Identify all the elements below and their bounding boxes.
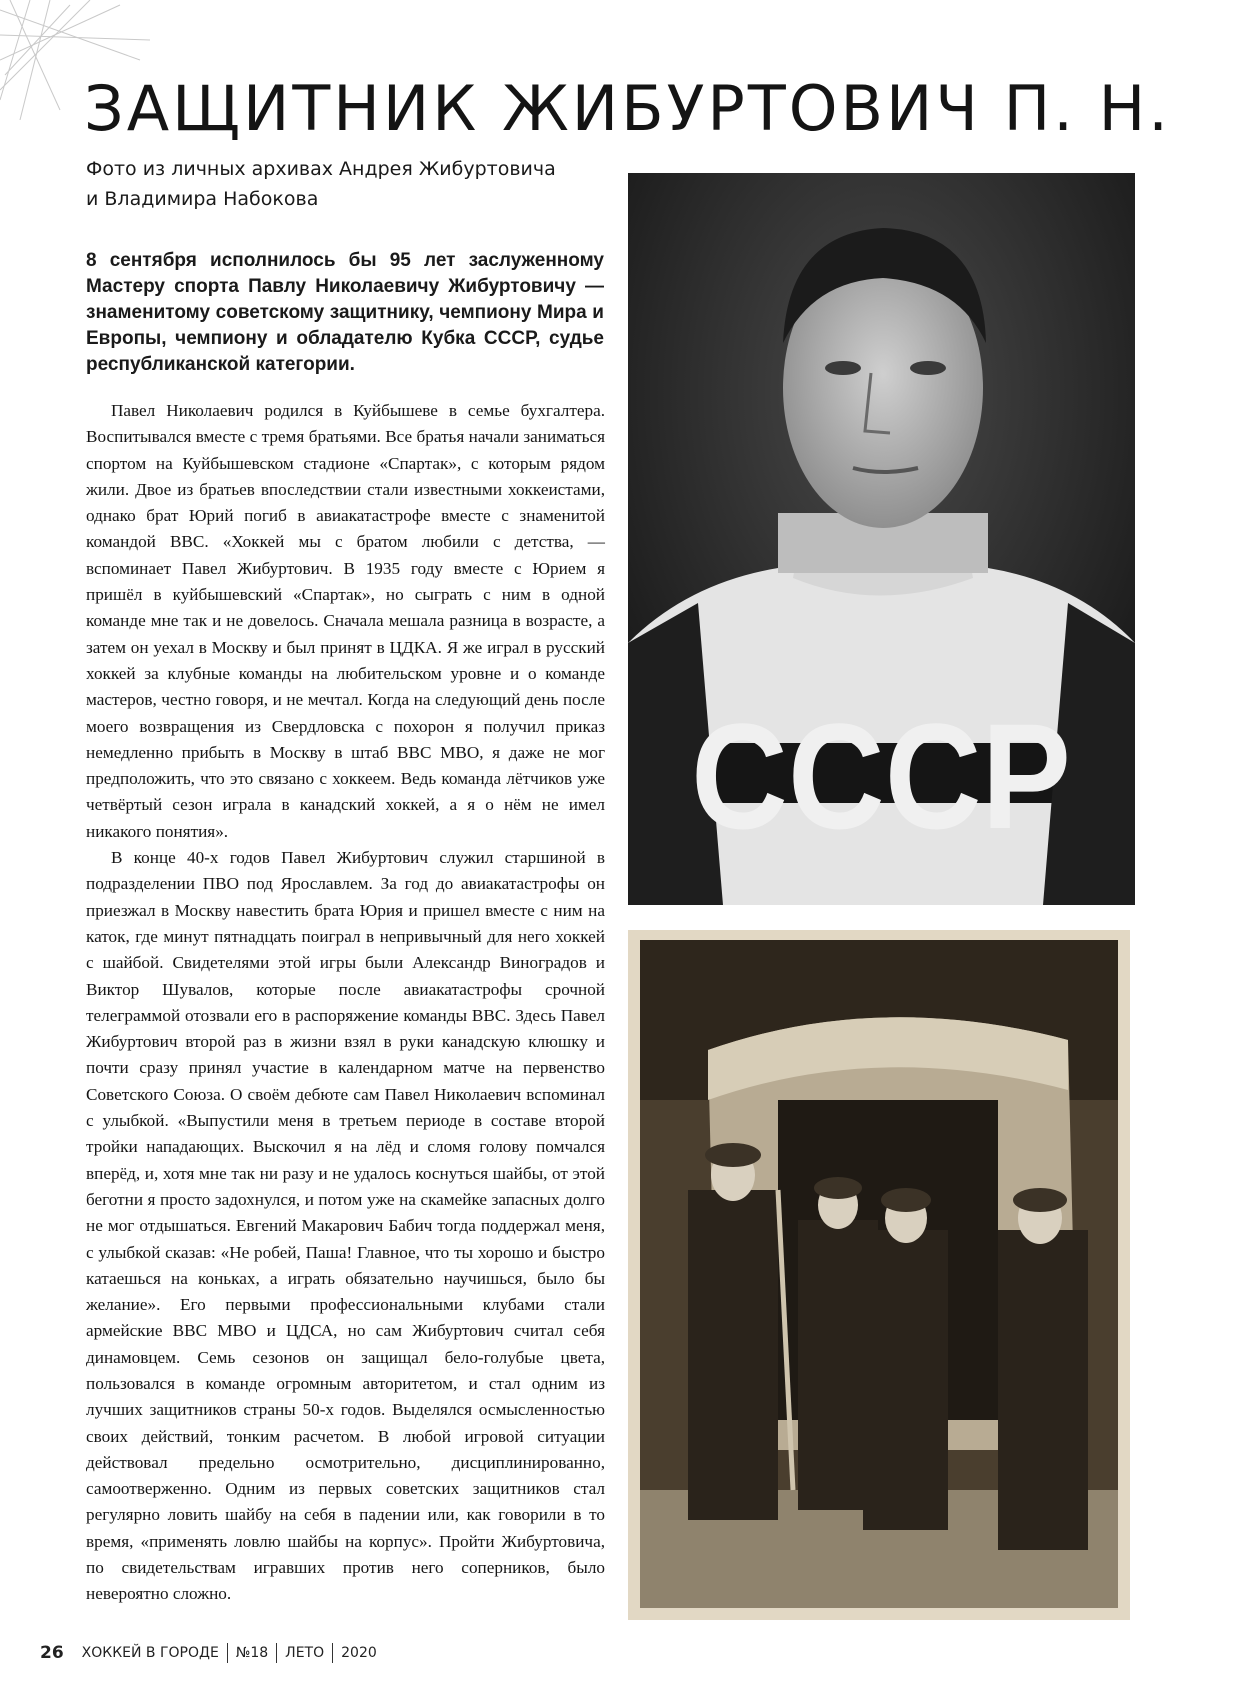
article-title: ЗАЩИТНИК ЖИБУРТОВИЧ П. Н. xyxy=(84,72,1171,145)
year-label: 2020 xyxy=(341,1645,377,1661)
article-body xyxy=(86,398,605,1608)
photo-credit-line: Фото из личных архивах Андрея Жибуртовича xyxy=(86,158,556,180)
photo-credit-line: и Владимира Набокова xyxy=(86,188,319,210)
footer-divider xyxy=(227,1643,228,1663)
magazine-name: ХОККЕЙ В ГОРОДЕ xyxy=(81,1645,219,1661)
page-footer xyxy=(40,1640,377,1666)
portrait-photo xyxy=(628,173,1135,905)
season-label: ЛЕТО xyxy=(285,1645,325,1661)
body-paragraph: Павел Николаевич родился в Куйбышеве в семье бухгалтера. Воспитывался вместе с тремя братьями. Все братья начали заниматься спортом на Куйбышевском стадионе «Спартак», с которым рядом жили. Двое из братьев впоследствии стали известными хоккеистами, однако брат Юрий погиб в авиакатастрофе вместе с знаменитой командой ВВС. «Хоккей мы с братом любили с детства, — вспоминает Павел Жибуртович. В 1935 году вместе с Юрием я пришёл в куйбышевский «Спартак», но сыграть с ним в одной команде мне так и не довелось. Сначала мешала разница в возрасте, а затем он уехал в Москву и был принят в ЦДКА. Я же играл в русский хоккей за клубные команды на любительском уровне и о команде мастеров, честно говоря, и не мечтал. Когда на следующий день после моего возвращения из Свердловска с похорон я получил приказ немедленно прибыть в Москву в штаб ВВС МВО, я даже не мог предположить, что это связано с хоккеем. Ведь команда лётчиков уже четвёртый сезон играла в канадский хоккей, а я о нём не имел никакого понятия». xyxy=(86,401,605,841)
jersey-lettering: СССР xyxy=(691,692,1071,860)
footer-divider xyxy=(332,1643,333,1663)
body-paragraph: В конце 40-х годов Павел Жибуртович служил старшиной в подразделении ПВО под Ярославлем. За год до авиакатастрофы он приезжал в Москву навестить брата Юрия и пришел вместе с ним на каток, где минут пятнадцать поиграл в непривычный для него хоккей с шайбой. Свидетелями этой игры были Александр Виноградов и Виктор Шувалов, которые после авиакатастрофы срочной телеграммой отозвали его в распоряжение команды ВВС. Здесь Павел Жибуртович второй раз в жизни взял в руки канадскую клюшку и почти сразу принял участие в календарном матче на первенство Советского Союза. О своём дебюте сам Павел Николаевич вспоминал с улыбкой. «Выпустили меня в третьем периоде в составе второй тройки нападающих. Выскочил я на лёд и сломя голову помчался вперёд, и, хотя мне так ни разу и не удалось коснуться шайбы, от этой беготни я просто задохнулся, и потом уже на скамейке запасных долго не мог отдышаться. Евгений Макарович Бабич тогда поддержал меня, с улыбкой сказав: «Не робей, Паша! Главное, что ты хорошо и быстро катаешься на коньках, а играть обязательно научишься, было бы желание». Его первыми профессиональными клубами стали армейские ВВС МВО и ЦДСА, но сам Жибуртович считал себя динамовцем. Семь сезонов он защищал бело-голубые цвета, пользовался в команде огромным авторитетом, и стал одним из лучших защитников страны 50-х годов. Выделялся осмысленностью своих действий, тонким расчетом. В любой игровой ситуации действовал предельно осмотрительно, дисциплинированно, самоотверженно. Одним из первых советских защитников стал регулярно ловить шайбу на себя в падении или, как говорили в то время, «применять ловлю шайбы на корпус». Пройти Жибуртовича, по свидетельствам игравших против него соперников, было невероятно сложно. xyxy=(86,848,605,1604)
team-group-photo xyxy=(628,930,1130,1620)
page-number: 26 xyxy=(40,1643,64,1663)
footer-divider xyxy=(276,1643,277,1663)
photo-credit xyxy=(86,154,606,214)
issue-number: №18 xyxy=(235,1645,269,1661)
lead-paragraph: 8 сентября исполнилось бы 95 лет заслуженному Мастеру спорта Павлу Николаевичу Жибуртовичу — знаменитому советскому защитнику, чемпиону Мира и Европы, чемпиону и обладателю Кубка СССР, судье республиканской категории. xyxy=(86,250,604,375)
